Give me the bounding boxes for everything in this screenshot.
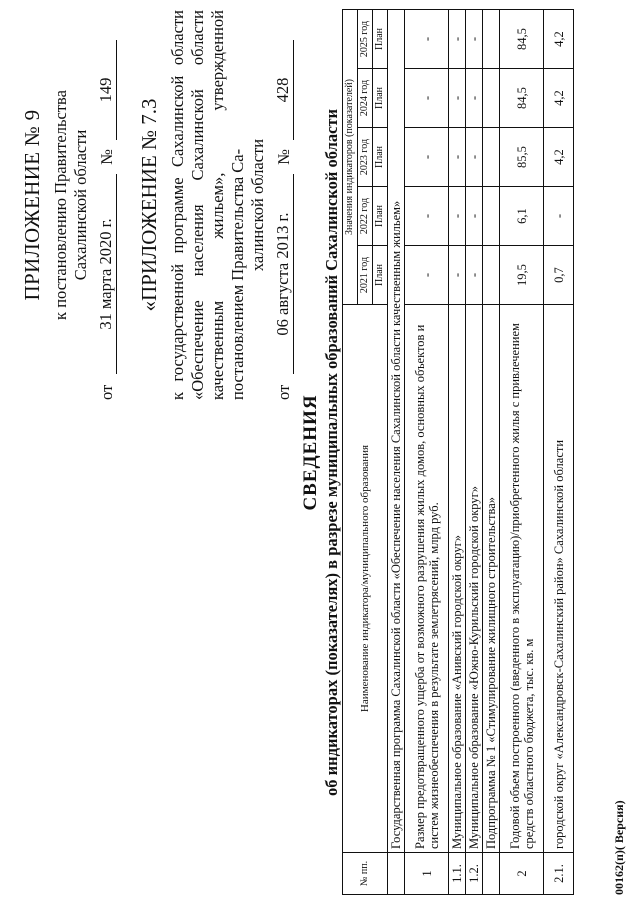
row-num: 1.1. — [449, 853, 466, 895]
number-label: № — [97, 149, 116, 165]
row-num: 1 — [405, 853, 449, 895]
row-value: - — [466, 69, 483, 128]
row-name: Государственная программа Сахалинской области «Обеспечение населения Сахалинской области качественным жильем» — [388, 10, 405, 853]
row-value: - — [449, 187, 466, 246]
appendix73-body-text: к государственной программе Сахалинской области «Обеспечение населения Сахалинской области качественным жильем», утвержденной постановлением Правительства Са- — [168, 10, 247, 400]
row-value — [483, 10, 500, 69]
appendix9-number: 149 — [96, 40, 117, 140]
row-name: Муниципальное образование «Южно-Курильский городской округ» — [466, 305, 483, 853]
row-value: - — [466, 128, 483, 187]
row-name: Подпрограмма № 1 «Стимулирование жилищного строительства» — [483, 305, 500, 853]
from-label: от — [274, 384, 293, 400]
row-value: 4,2 — [544, 69, 574, 128]
row-name: Годовой объем построенного (введенного в эксплуатацию)/приобретенного жилья с привлечением средств областного бюджета, тыс. кв. м — [500, 305, 544, 853]
appendix9-date-row — [93, 10, 117, 400]
row-value — [483, 128, 500, 187]
row-value: 84,5 — [500, 10, 544, 69]
col-values-header: Значения индикаторов (показателей) — [343, 10, 358, 305]
year-header: 2023 год — [358, 128, 373, 187]
row-name: городской округ «Александровск-Сахалинский район» Сахалинской области — [544, 305, 574, 853]
row-value — [483, 246, 500, 305]
row-value: - — [466, 187, 483, 246]
row-value: 4,2 — [544, 10, 574, 69]
appendix9-line2: Сахалинской области — [71, 129, 90, 281]
row-num: 2 — [500, 853, 544, 895]
year-header: 2022 год — [358, 187, 373, 246]
appendix9-title: ПРИЛОЖЕНИЕ № 9 — [20, 109, 44, 301]
table-row — [405, 10, 449, 895]
year-header: 2024 год — [358, 69, 373, 128]
row-value: - — [466, 246, 483, 305]
document-subheading: об индикаторах (показателях) в разрезе муниципальных образований Сахалинской области — [322, 108, 341, 797]
col-name-header: Наименование индикатора/муниципального образования — [343, 305, 388, 853]
row-num: 2.1. — [544, 853, 574, 895]
row-value: 4,2 — [544, 128, 574, 187]
appendix73-body-end: халинской области — [248, 138, 267, 272]
row-value: - — [466, 10, 483, 69]
table-row — [388, 10, 405, 895]
appendix73-title: «ПРИЛОЖЕНИЕ № 7.3 — [137, 98, 161, 312]
from-label: от — [97, 384, 116, 400]
document-footer-code: 00162(п)( Версия) — [612, 800, 626, 895]
row-name: Муниципальное образование «Анивский городской округ» — [449, 305, 466, 853]
row-value: - — [405, 10, 449, 69]
row-num — [483, 853, 500, 895]
row-value: - — [449, 246, 466, 305]
row-value: 84,5 — [500, 69, 544, 128]
row-value: - — [405, 69, 449, 128]
table-row — [466, 10, 483, 895]
row-value: - — [405, 246, 449, 305]
row-value: - — [544, 187, 574, 246]
table-row — [449, 10, 466, 895]
plan-header: План — [373, 246, 388, 305]
appendix9-line1: к постановлению Правительства — [51, 90, 70, 320]
row-num — [388, 853, 405, 895]
appendix73-body — [168, 10, 268, 400]
indicators-table — [342, 9, 574, 895]
number-label: № — [274, 149, 293, 165]
table-row — [500, 10, 544, 895]
appendix73-date: 06 августа 2013 г. — [273, 174, 294, 374]
row-value: 6,1 — [500, 187, 544, 246]
col-num-header: № пп. — [343, 853, 388, 895]
document-heading: СВЕДЕНИЯ — [300, 394, 321, 511]
appendix73-number: 428 — [273, 40, 294, 140]
row-value: - — [449, 128, 466, 187]
plan-header: План — [373, 10, 388, 69]
appendix73-date-row — [270, 10, 294, 400]
row-value: - — [405, 128, 449, 187]
row-value: 85,5 — [500, 128, 544, 187]
row-value: 19,5 — [500, 246, 544, 305]
plan-header: План — [373, 187, 388, 246]
table-row — [483, 10, 500, 895]
year-header: 2025 год — [358, 10, 373, 69]
plan-header: План — [373, 69, 388, 128]
appendix9-date: 31 марта 2020 г. — [96, 174, 117, 374]
row-value: - — [405, 187, 449, 246]
row-value — [483, 69, 500, 128]
appendix-header — [6, 10, 294, 400]
row-value: - — [449, 10, 466, 69]
row-num: 1.2. — [466, 853, 483, 895]
row-value: - — [449, 69, 466, 128]
row-value: 0,7 — [544, 246, 574, 305]
year-header: 2021 год — [358, 246, 373, 305]
table-row — [544, 10, 574, 895]
row-name: Размер предотвращенного ущерба от возможного разрушения жилых домов, основных объектов и систем жизнеобеспечения в результате землетрясений, млрд руб. — [405, 305, 449, 853]
row-value — [483, 187, 500, 246]
plan-header: План — [373, 128, 388, 187]
